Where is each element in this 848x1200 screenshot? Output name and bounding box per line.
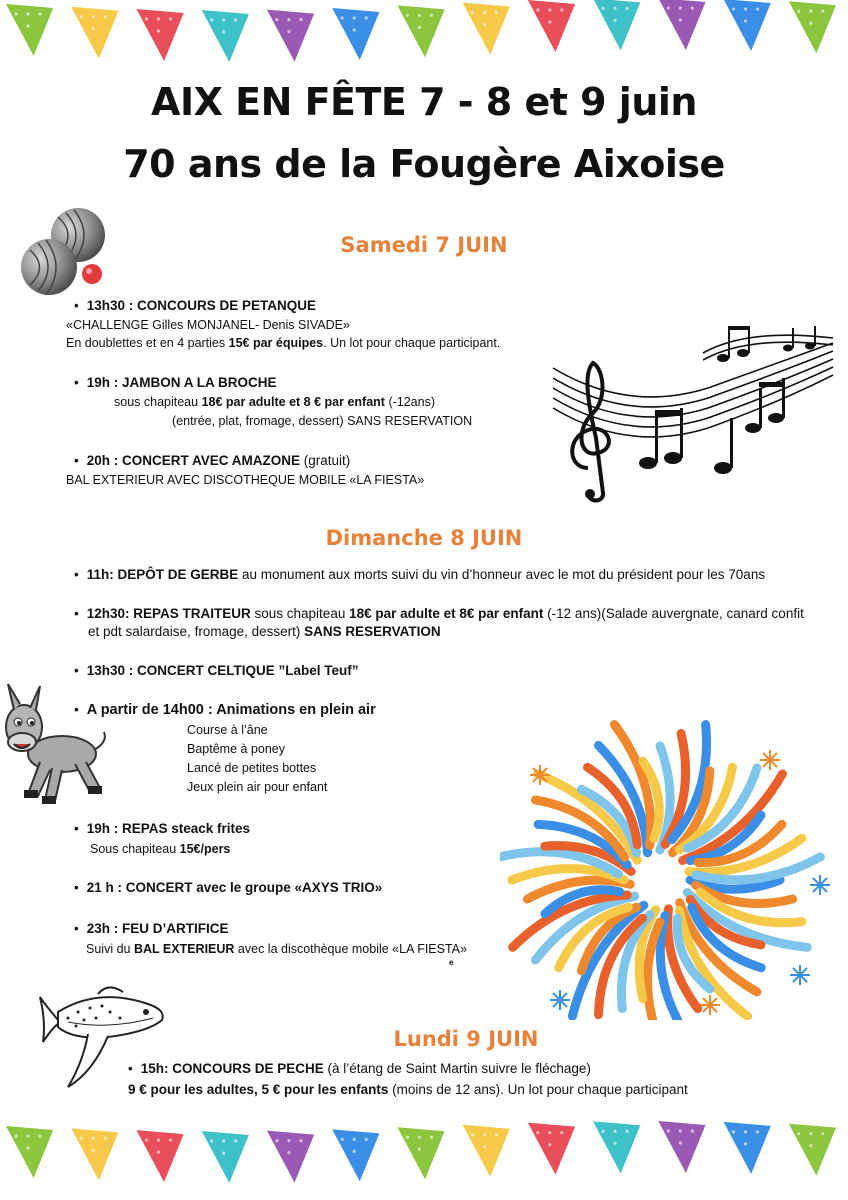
text: sous chapiteau — [250, 606, 350, 621]
event-title: 19h : JAMBON A LA BROCHE — [86, 375, 277, 390]
text: sous chapiteau — [114, 395, 202, 409]
bunting-flag — [267, 1131, 314, 1183]
concert-bal: BAL EXTERIEUR AVEC DISCOTHEQUE MOBILE «LA FIESTA» — [66, 473, 425, 487]
bunting-dot — [80, 1149, 83, 1152]
bunting-dot — [222, 1139, 225, 1142]
jambon-price — [114, 393, 435, 411]
bullet: • — [74, 921, 79, 936]
bullet: • — [74, 298, 79, 313]
event-text: au monument aux morts suivi du vin d’honneur avec le mot du président pour les 70ans — [238, 567, 766, 582]
bunting-dot — [483, 11, 486, 14]
peche-prices — [128, 1080, 688, 1099]
bunting-dot — [732, 1130, 735, 1133]
bunting-dot — [613, 7, 616, 10]
firework-star-ray — [770, 760, 777, 767]
firework-star-ray — [710, 1005, 717, 1012]
bunting-dot — [341, 1150, 344, 1153]
bunting-dot — [92, 1137, 95, 1140]
bunting-dot — [601, 1142, 604, 1145]
bunting-dot — [797, 1132, 800, 1135]
bullet: • — [74, 453, 79, 468]
bunting-flag — [202, 1131, 249, 1183]
bunting-flag — [724, 0, 771, 51]
bunting-dot — [145, 17, 148, 20]
firework-star-ray — [703, 1005, 710, 1012]
event-title: 11h: DEPÔT DE GERBE — [86, 567, 239, 582]
firework-star-ray — [560, 1000, 567, 1007]
bunting-flag — [789, 1124, 836, 1176]
bunting-dot — [744, 1142, 747, 1145]
bunting-dot — [145, 1151, 148, 1154]
bunting-flag — [789, 1, 836, 53]
bunting-dot — [548, 8, 551, 11]
event-title: 15h: CONCOURS DE PECHE — [140, 1061, 324, 1076]
bunting-dot — [744, 1130, 747, 1133]
bunting-dot — [667, 6, 670, 9]
bunting-dot — [14, 1146, 17, 1149]
bunting-flag — [593, 0, 640, 50]
bunting-dot — [80, 27, 83, 30]
day-heading-dimanche: Dimanche 8 JUIN — [325, 526, 523, 550]
bunting-dot — [536, 20, 539, 23]
bunting-flag — [71, 7, 118, 59]
bunting-dot — [483, 1145, 486, 1148]
bunting-dot — [169, 1139, 172, 1142]
bunting-dot — [471, 1133, 474, 1136]
bunting-dot — [548, 1143, 551, 1146]
bunting-dot — [353, 1150, 356, 1153]
bunting-dot — [287, 1139, 290, 1142]
text: et pdt salardaise, fromage, dessert) — [88, 624, 305, 639]
bunting-dot — [483, 1133, 486, 1136]
price: 18€ par adulte et 8€ par enfant — [349, 606, 544, 621]
bunting-dot — [80, 1137, 83, 1140]
bunting-dot — [471, 11, 474, 14]
fireworks-icon — [500, 715, 840, 1020]
bunting-dot — [483, 23, 486, 26]
text: (-12ans) — [384, 395, 435, 409]
bunting-dot — [353, 1138, 356, 1141]
bunting-dot — [275, 1139, 278, 1142]
firework-star-ray — [820, 885, 827, 892]
bunting-dot — [756, 1130, 759, 1133]
bullet: • — [74, 821, 79, 836]
bunting-dot — [756, 7, 759, 10]
page-title-line2: 70 ans de la Fougère Aixoise — [123, 142, 725, 186]
bunting-flag — [463, 3, 510, 55]
event-title: 20h : CONCERT AVEC AMAZONE — [86, 453, 300, 468]
bunting-flag — [332, 8, 379, 60]
bunting-dot — [406, 1148, 409, 1151]
bunting-dot — [732, 1142, 735, 1145]
day-heading-lundi: Lundi 9 JUIN — [393, 1027, 539, 1051]
bunting-dot — [797, 22, 800, 25]
bunting-dot — [495, 11, 498, 14]
bunting-dot — [601, 1130, 604, 1133]
bunting-flag — [332, 1129, 379, 1181]
animation-item: Course à l’âne — [187, 723, 268, 737]
bunting-dot — [169, 17, 172, 20]
text: (-12 ans)(Salade auvergnate, canard confit — [543, 606, 804, 621]
bunting-dot — [560, 1131, 563, 1134]
bunting-dot — [14, 1134, 17, 1137]
event-concert-celtique — [74, 661, 359, 680]
bunting-dot — [92, 1149, 95, 1152]
firework-star-ray — [560, 993, 567, 1000]
firework-star-ray — [553, 993, 560, 1000]
bunting-dot — [613, 19, 616, 22]
bunting-dot — [365, 16, 368, 19]
bunting-dot — [548, 1131, 551, 1134]
bunting-dot — [809, 22, 812, 25]
bunting-dot — [744, 19, 747, 22]
bunting-dot — [287, 30, 290, 33]
bunting-dot — [353, 16, 356, 19]
event-steack-frites — [74, 819, 250, 838]
firework-star-ray — [793, 975, 800, 982]
bunting-dot — [406, 26, 409, 29]
bunting-dot — [495, 1133, 498, 1136]
bunting-dot — [26, 24, 29, 27]
bunting-dot — [625, 7, 628, 10]
bunting-dot — [821, 10, 824, 13]
event-animations — [74, 700, 376, 720]
bunting-dot — [353, 28, 356, 31]
text: . Un lot pour chaque participant. — [323, 336, 501, 350]
price: 18€ par adulte et 8 € par enfant — [201, 395, 385, 409]
price: 15€/pers — [179, 842, 231, 856]
bunting-dot — [14, 12, 17, 15]
animation-item: Jeux plein air pour enfant — [187, 780, 328, 794]
bunting-dot — [536, 1143, 539, 1146]
bunting-dot — [157, 17, 160, 20]
bunting-dot — [275, 30, 278, 33]
bunting-dot — [210, 1139, 213, 1142]
bunting-dot — [14, 24, 17, 27]
bunting-dot — [275, 1151, 278, 1154]
bunting-dot — [26, 12, 29, 15]
bunting-dot — [222, 1151, 225, 1154]
bunting-dot — [613, 1130, 616, 1133]
firework-star-ray — [770, 753, 777, 760]
bunting-dot — [418, 1136, 421, 1139]
text: avec la discothèque mobile «LA FIESTA» — [234, 942, 467, 956]
bunting-flag — [397, 5, 444, 57]
bunting-dot — [691, 6, 694, 9]
bunting-dot — [667, 1129, 670, 1132]
bunting-dot — [299, 1139, 302, 1142]
firework-star-ray — [763, 753, 770, 760]
bunting-dot — [679, 1129, 682, 1132]
bunting-dot — [809, 1132, 812, 1135]
bunting-dot — [601, 7, 604, 10]
firework-star-ray — [813, 878, 820, 885]
bunting-dot — [797, 1144, 800, 1147]
bullet: • — [74, 880, 79, 895]
firework-star-ray — [813, 885, 820, 892]
bullet: • — [74, 702, 79, 717]
bunting-dot — [536, 8, 539, 11]
bunting-dot — [222, 18, 225, 21]
bunting-dot — [92, 15, 95, 18]
bunting-flag — [724, 1122, 771, 1174]
bunting-dot — [210, 1151, 213, 1154]
bunting-flag — [267, 10, 314, 62]
bunting-dot — [625, 1130, 628, 1133]
event-feu-artifice — [74, 919, 229, 938]
bunting-dot — [691, 1129, 694, 1132]
bunting-flag — [202, 10, 249, 62]
bullet: • — [128, 1061, 133, 1076]
bunting-dot — [821, 1132, 824, 1135]
event-text: (à l’étang de Saint Martin suivre le fléchage) — [323, 1061, 591, 1076]
bunting-dot — [80, 15, 83, 18]
firework-star-ray — [820, 878, 827, 885]
text: Sous chapiteau — [90, 842, 180, 856]
price: 15€ par équipes — [228, 336, 324, 350]
firework-star-ray — [800, 968, 807, 975]
page-title-line1: AIX EN FÊTE 7 - 8 et 9 juin — [151, 80, 697, 124]
bunting-dot — [732, 19, 735, 22]
steack-price — [90, 840, 230, 858]
bunting-top — [0, 0, 848, 80]
animation-item: Baptême à poney — [187, 742, 285, 756]
bunting-dot — [157, 1151, 160, 1154]
bunting-dot — [744, 7, 747, 10]
bunting-dot — [145, 1139, 148, 1142]
firework-star-ray — [703, 998, 710, 1005]
bunting-dot — [104, 15, 107, 18]
animation-item: Lancé de petites bottes — [187, 761, 317, 775]
event-title: 23h : FEU D’ARTIFICE — [86, 921, 229, 936]
bunting-flag — [397, 1127, 444, 1179]
music-notes-icon — [548, 318, 838, 503]
bunting-dot — [613, 1142, 616, 1145]
price: 9 € pour les adultes, 5 € pour les enfants — [128, 1082, 389, 1097]
bunting-dot — [275, 18, 278, 21]
text: Suivi du — [86, 942, 134, 956]
bunting-dot — [809, 10, 812, 13]
bunting-flag — [136, 9, 183, 61]
bunting-dot — [406, 1136, 409, 1139]
event-gerbe — [74, 565, 765, 584]
bunting-dot — [601, 19, 604, 22]
firework-star-ray — [710, 998, 717, 1005]
bunting-flag — [136, 1130, 183, 1182]
bunting-flag — [528, 1123, 575, 1175]
feu-bal — [86, 940, 467, 958]
bunting-dot — [234, 1139, 237, 1142]
stray-char: e — [449, 958, 454, 967]
bunting-flag — [463, 1125, 510, 1177]
bunting-dot — [797, 10, 800, 13]
event-title: A partir de 14h00 : Animations en plein air — [86, 702, 376, 718]
day-heading-samedi: Samedi 7 JUIN — [340, 233, 508, 257]
event-petanque — [74, 296, 316, 315]
bunting-dot — [26, 1134, 29, 1137]
bunting-bottom — [0, 1118, 848, 1198]
bunting-dot — [210, 18, 213, 21]
bullet: • — [74, 375, 79, 390]
bunting-dot — [157, 29, 160, 32]
firework-star-ray — [793, 968, 800, 975]
bunting-dot — [341, 28, 344, 31]
bunting-dot — [418, 14, 421, 17]
bunting-dot — [145, 29, 148, 32]
event-title: 19h : REPAS steack frites — [86, 821, 251, 836]
firework-star-ray — [553, 1000, 560, 1007]
reservation-note: SANS RESERVATION — [304, 624, 441, 639]
event-title: 13h30 : CONCOURS DE PETANQUE — [86, 298, 317, 313]
event-concert-amazone — [74, 451, 350, 470]
text: (moins de 12 ans). Un lot pour chaque participant — [388, 1082, 688, 1097]
bunting-flag — [6, 4, 53, 56]
bunting-flag — [658, 1121, 705, 1173]
bunting-dot — [234, 18, 237, 21]
highlight: BAL EXTERIEUR — [133, 942, 235, 956]
event-jambon — [74, 373, 277, 392]
bunting-flag — [528, 0, 575, 52]
bunting-dot — [536, 1131, 539, 1134]
bunting-dot — [299, 18, 302, 21]
bunting-dot — [430, 1136, 433, 1139]
bullet: • — [74, 567, 79, 582]
bunting-dot — [38, 12, 41, 15]
bullet: • — [74, 606, 79, 621]
bunting-dot — [732, 7, 735, 10]
text: En doublettes et en 4 parties — [66, 336, 229, 350]
bunting-dot — [104, 1137, 107, 1140]
bunting-dot — [26, 1146, 29, 1149]
bunting-dot — [210, 30, 213, 33]
bunting-dot — [679, 6, 682, 9]
firework-star-ray — [800, 975, 807, 982]
bunting-dot — [667, 18, 670, 21]
bunting-dot — [667, 1141, 670, 1144]
petanque-challenge: «CHALLENGE Gilles MONJANEL- Denis SIVADE» — [66, 318, 350, 332]
bunting-dot — [430, 14, 433, 17]
bunting-dot — [809, 1144, 812, 1147]
petanque-details — [66, 334, 500, 352]
bunting-dot — [341, 1138, 344, 1141]
bullet: • — [74, 663, 79, 678]
event-axys-trio — [74, 878, 382, 897]
bunting-flag — [658, 0, 705, 50]
bunting-dot — [92, 27, 95, 30]
bunting-flag — [593, 1121, 640, 1173]
bunting-dot — [560, 8, 563, 11]
bunting-flag — [71, 1128, 118, 1180]
bunting-dot — [418, 26, 421, 29]
bunting-dot — [287, 1151, 290, 1154]
event-repas-traiteur — [74, 604, 804, 623]
bunting-dot — [679, 1141, 682, 1144]
event-title: 21 h : CONCERT avec le groupe «AXYS TRIO» — [86, 880, 383, 895]
event-title: 12h30: REPAS TRAITEUR — [86, 606, 251, 621]
bunting-dot — [222, 30, 225, 33]
bunting-dot — [679, 18, 682, 21]
bunting-dot — [418, 1148, 421, 1151]
bunting-dot — [365, 1138, 368, 1141]
bunting-dot — [341, 16, 344, 19]
event-extra: (gratuit) — [300, 453, 351, 468]
jambon-menu: (entrée, plat, fromage, dessert) SANS RESERVATION — [172, 414, 473, 428]
bunting-dot — [157, 1139, 160, 1142]
bunting-flag — [6, 1126, 53, 1178]
repas-menu — [88, 622, 441, 641]
bunting-dot — [287, 18, 290, 21]
bunting-dot — [471, 1145, 474, 1148]
event-peche — [128, 1059, 591, 1078]
firework-star-ray — [763, 760, 770, 767]
bunting-dot — [406, 14, 409, 17]
event-title: 13h30 : CONCERT CELTIQUE ”Label Teuf” — [86, 663, 359, 678]
bunting-dot — [471, 23, 474, 26]
bunting-dot — [38, 1134, 41, 1137]
bunting-dot — [548, 20, 551, 23]
